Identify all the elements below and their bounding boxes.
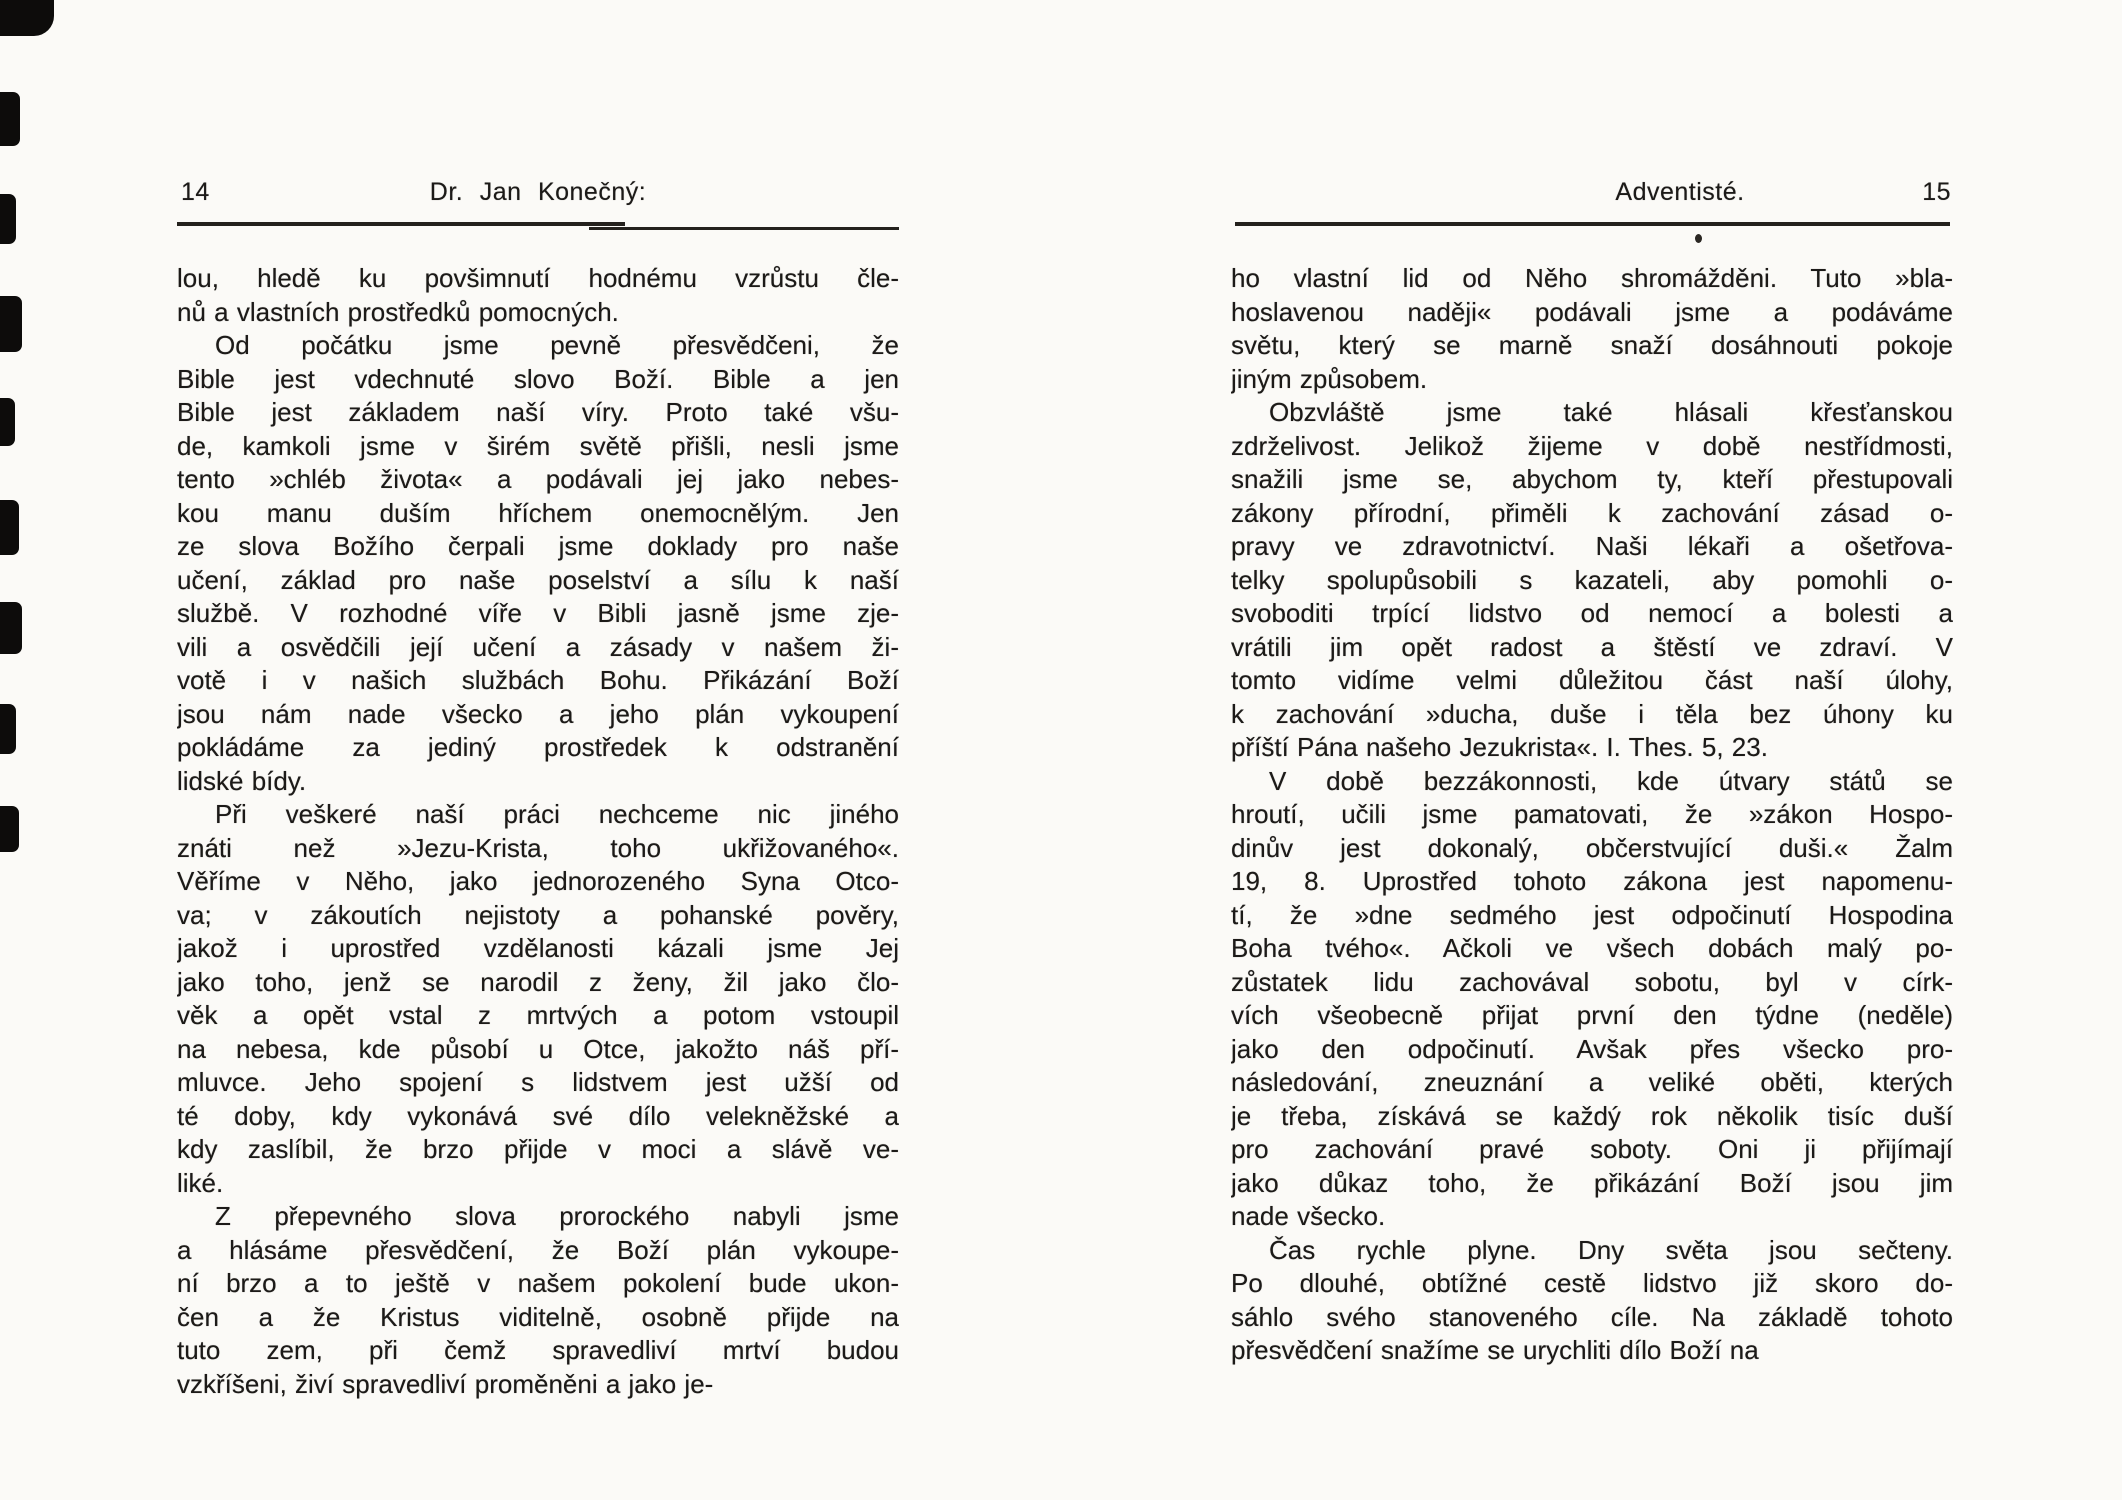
text-line: nů a vlastních prostředků pomocných. — [177, 296, 619, 327]
text-line: té doby, kdy vykonává své dílo velekněžské a — [177, 1100, 899, 1131]
text-line: telky spolupůsobili s kazateli, aby pomohli o- — [1231, 564, 1953, 595]
text-line: vzkříšeni, živí spravedliví proměněni a jako je- — [177, 1368, 714, 1399]
text-line: Bible jest vdechnuté slovo Boží. Bible a jen — [177, 363, 899, 394]
text-line: Věříme v Něho, jako jednorozeného Syna Otco- — [177, 866, 899, 896]
text-line: vrátili jim opět radost a štěstí ve zdraví. V — [1231, 631, 1953, 662]
text-line: učení, základ pro naše poselství a sílu k naší — [177, 564, 899, 595]
page-15 — [1231, 178, 1953, 1368]
text-line: zákony přírodní, přiměli k zachování zásad o- — [1231, 497, 1953, 528]
text-line: kou manu duším hříchem onemocnělým. Jen — [177, 497, 899, 528]
text-line: ho vlastní lid od Něho shromážděni. Tuto »bla- — [1231, 263, 1953, 293]
text-line: 19, 8. Uprostřed tohoto zákona jest napomenu- — [1231, 866, 1953, 896]
text-line: pro zachování pravé soboty. Oni ji přijímají — [1231, 1134, 1953, 1164]
scan-artifact — [0, 194, 16, 244]
text-line: následování, zneuznání a veliké oběti, kterých — [1231, 1067, 1953, 1097]
text-line: snažili jsme se, abychom ty, kteří přestupovali — [1231, 464, 1953, 494]
text-line: lidské bídy. — [177, 765, 307, 796]
header-rule — [177, 220, 899, 234]
text-line: va; v zákoutích nejistoty a pohanské pověry, — [177, 899, 899, 930]
scan-artifact — [0, 92, 20, 146]
text-line: jakož i uprostřed vzdělanosti kázali jsme Jej — [177, 933, 899, 963]
text-line: kdy zaslíbil, že brzo přijde v moci a slávě ve- — [177, 1134, 899, 1164]
text-line: vili a osvědčili její učení a zásady v našem ži- — [177, 631, 899, 662]
text-line: lou, hledě ku povšimnutí hodnému vzrůstu čle- — [177, 263, 899, 293]
page-14-header — [177, 178, 899, 216]
text-line: věk a opět vstal z mrtvých a potom vstoupil — [177, 1000, 899, 1030]
scan-artifact — [0, 602, 22, 654]
scan-artifact — [0, 806, 19, 852]
page-number: 15 — [1922, 178, 1951, 206]
text-line: zůstatek lidu zachovával sobotu, byl v círk- — [1231, 966, 1953, 997]
text-line: Bible jest základem naší víry. Proto také všu- — [177, 397, 899, 427]
text-line: Z přepevného slova prorockého nabyli jsme — [215, 1201, 899, 1231]
text-line: V době bezzákonnosti, kde útvary států se — [1269, 765, 1953, 796]
text-line: službě. V rozhodné víře v Bibli jasně jsme zje- — [177, 598, 899, 628]
text-line: hoslavenou naději« podávali jsme a podáváme — [1231, 296, 1953, 327]
page-14 — [177, 178, 899, 1401]
text-line: ze slova Božího čerpali jsme doklady pro naše — [177, 531, 899, 561]
text-line: tomto vidíme velmi důležitou část naší úlohy, — [1231, 665, 1953, 695]
text-line: pokládáme za jediný prostředek k odstranění — [177, 732, 899, 762]
text-line: přesvědčení snažíme se urychliti dílo Boží na — [1231, 1335, 1759, 1365]
scan-artifact — [0, 296, 22, 352]
text-line: jako toho, jenž se narodil z ženy, žil jako člo- — [177, 966, 899, 997]
scan-artifact — [0, 398, 15, 446]
text-line: jako důkaz toho, že přikázání Boží jsou jim — [1231, 1167, 1953, 1198]
scan-artifact — [0, 704, 16, 754]
scan-artifact — [0, 500, 19, 555]
text-line: svoboditi trpící lidstvo od nemocí a bolesti a — [1231, 598, 1953, 628]
text-line: ní brzo a to ještě v našem pokolení bude ukon- — [177, 1268, 899, 1298]
text-line: jako den odpočinutí. Avšak přes všecko pro- — [1231, 1033, 1953, 1064]
ink-dot-artifact — [1695, 234, 1702, 243]
text-line: nade všecko. — [1231, 1201, 1386, 1231]
text-line: votě i v našich službách Bohu. Přikázání Boží — [177, 665, 899, 695]
text-line: jsou nám nade všecko a jeho plán vykoupení — [177, 698, 899, 729]
text-line: je třeba, získává se každý rok několik tisíc duší — [1231, 1100, 1953, 1131]
text-line: zdrželivost. Jelikož žijeme v době nestřídmosti, — [1231, 430, 1953, 461]
text-line: světu, který se marně snaží dosáhnouti pokoje — [1231, 330, 1953, 360]
text-line: dinův jest dokonalý, občerstvující duši.« Žalm — [1231, 832, 1953, 863]
text-line: čen a že Kristus viditelně, osobně přijde na — [177, 1301, 899, 1332]
text-line: tento »chléb života« a podávali jej jako nebes- — [177, 464, 899, 494]
text-line: sáhlo svého stanoveného cíle. Na základě tohoto — [1231, 1301, 1953, 1332]
text-line: Boha tvého«. Ačkoli ve všech dobách malý po- — [1231, 933, 1953, 963]
text-line: Od počátku jsme pevně přesvědčeni, že — [215, 330, 899, 360]
text-line: a hlásáme přesvědčení, že Boží plán vykoupe- — [177, 1234, 899, 1265]
text-line: pravy ve zdravotnictví. Naši lékaři a ošetřova- — [1231, 531, 1953, 561]
page-number: 14 — [181, 178, 210, 206]
text-line: Při veškeré naší práci nechceme nic jiného — [215, 799, 899, 829]
page-14-body — [177, 262, 899, 1401]
text-line: liké. — [177, 1167, 224, 1198]
text-line: Po dlouhé, obtížné cestě lidstvo již skoro do- — [1231, 1268, 1953, 1298]
scan-artifact — [0, 0, 54, 36]
header-rule — [1231, 220, 1953, 234]
page-15-header — [1231, 178, 1953, 216]
text-line: mluvce. Jeho spojení s lidstvem jest užší od — [177, 1067, 899, 1097]
text-line: de, kamkoli jsme v širém světě přišli, nesli jsme — [177, 430, 899, 461]
text-line: tí, že »dne sedmého jest odpočinutí Hospodina — [1231, 899, 1953, 930]
text-line: hroutí, učili jsme pamatovati, že »zákon Hospo- — [1231, 799, 1953, 829]
text-line: Obzvláště jsme také hlásali křesťanskou — [1269, 397, 1953, 427]
text-line: Čas rychle plyne. Dny světa jsou sečteny. — [1269, 1234, 1953, 1265]
text-line: tuto zem, při čemž spravedliví mrtví budou — [177, 1335, 899, 1365]
running-header: Adventisté. — [1615, 178, 1745, 206]
text-line: příští Pána našeho Jezukrista«. I. Thes. 5, 23. — [1231, 732, 1768, 762]
text-line: vích všeobecně přijat první den týdne (neděle) — [1231, 1000, 1953, 1030]
text-line: jiným způsobem. — [1231, 363, 1428, 394]
text-line: na nebesa, kde působí u Otce, jakožto náš pří- — [177, 1033, 899, 1064]
running-header: Dr. Jan Konečný: — [429, 178, 647, 206]
text-line: znáti než »Jezu-Krista, toho ukřižovaného«. — [177, 832, 899, 863]
text-line: k zachování »ducha, duše i těla bez úhony ku — [1231, 698, 1953, 729]
page-15-body — [1231, 262, 1953, 1368]
